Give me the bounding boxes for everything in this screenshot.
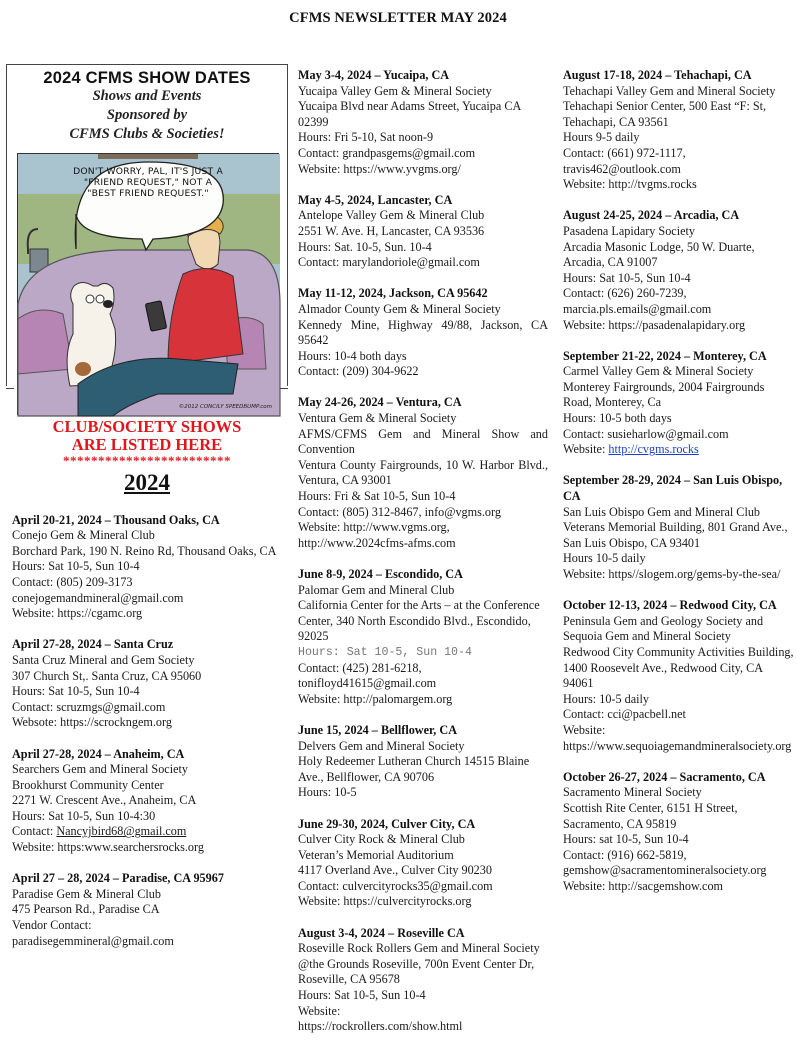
event-address: Arcadia Masonic Lodge, 50 W. Duarte, Arcadia, CA 91007 [563, 239, 755, 270]
event-title: June 29-30, 2024, Culver City, CA [298, 816, 476, 831]
middle-column [298, 68, 548, 1050]
event-club: Palomar Gem and Mineral Club [298, 582, 455, 597]
event-contact: Contact: (209) 304-9622 [298, 364, 419, 379]
event-website: Website: https://cgamc.org [12, 606, 143, 621]
event-address: 475 Pearson Rd., Paradise CA [12, 902, 160, 917]
event-title: September 28-29, 2024 – San Luis Obispo, CA [563, 473, 783, 504]
event-title: April 20-21, 2024 – Thousand Oaks, CA [12, 512, 220, 527]
event-club: Roseville Rock Rollers Gem and Mineral Society [298, 941, 540, 956]
event-listing [298, 286, 548, 380]
event-contact: Contact: culvercityrocks35@gmail.com [298, 878, 493, 893]
club-shows-banner [12, 418, 282, 467]
cartoon-image [17, 153, 279, 415]
event-listing [298, 723, 548, 801]
event-website: Website: http://palomargem.org [298, 691, 453, 706]
event-contact: Contact: (805) 312-8467, info@vgms.org [298, 504, 501, 519]
event-email: gemshow@sacramentomineralsociety.org [563, 863, 767, 878]
event-website-alt: http://www.2024cfms-afms.com [298, 535, 456, 550]
event-email: marcia.pls.emails@gmail.com [563, 301, 712, 316]
event-address: Tehachapi Senior Center, 500 East “F: St, Tehachapi, CA 93561 [563, 99, 767, 129]
event-title: May 24-26, 2024 – Ventura, CA [298, 395, 462, 410]
event-address: 2551 W. Ave. H, Lancaster, CA 93536 [298, 223, 485, 238]
event-contact-label: Vendor Contact: [12, 918, 92, 933]
box-corner-left [6, 379, 14, 389]
event-website: Website: https://pasadenalapidary.org [563, 317, 746, 332]
right-column [563, 68, 795, 910]
event-hours: Hours: 10-4 both days [298, 348, 407, 363]
event-address: Holy Redeemer Lutheran Church 14515 Blaine Ave., Bellflower, CA 90706 [298, 754, 530, 784]
event-contact: Contact: (661) 972-1117, [563, 145, 686, 160]
event-title: April 27-28, 2024 – Anaheim, CA [12, 746, 185, 761]
event-listing [12, 871, 280, 949]
left-column [12, 64, 280, 965]
cartoon-speech-bubble: DON'T WORRY, PAL, IT'S JUST A "FRIEND REQUEST," NOT A "BEST FRIEND REQUEST." [73, 166, 223, 199]
event-club: Searchers Gem and Mineral Society [12, 762, 188, 777]
event-hours: Hours: Sat 10-5, Sun 10-4 [12, 559, 140, 574]
event-club: Tehachapi Valley Gem and Mineral Society [563, 83, 776, 98]
website-label: Website: [563, 442, 609, 457]
cartoon-signature: ©2012 CONCILY SPEEDBUMP.com [178, 404, 272, 410]
event-club: Conejo Gem & Mineral Club [12, 528, 155, 543]
event-hours: Hours: Sat 10-5, Sun 10-4 [12, 684, 140, 699]
event-club: Yucaipa Valley Gem & Mineral Society [298, 83, 492, 98]
event-address: @the Grounds Roseville, 700n Event Center Dr, Roseville, CA 95678 [298, 956, 535, 987]
event-contact: Contact: cci@pacbell.net [563, 707, 686, 722]
event-hours: Hours: 10-5 both days [563, 411, 672, 426]
event-address: Scottish Rite Center, 6151 H Street, Sacramento, CA 95819 [563, 800, 738, 831]
event-listing [563, 208, 795, 333]
contact-label: Contact: [12, 824, 57, 839]
box-corner-right [280, 379, 288, 389]
event-hours: Hours: 10-5 [298, 785, 357, 800]
event-title: June 8-9, 2024 – Escondido, CA [298, 567, 463, 581]
event-listing [298, 926, 548, 1035]
event-website: https://www.sequoiagemandmineralsociety.org [563, 738, 792, 753]
event-address: California Center for the Arts – at the Conference Center, 340 North Escondido Blvd., Escondido, 92025 [298, 598, 540, 644]
event-email: tonifloyd41615@gmail.com [298, 676, 437, 691]
event-hours: Hours 10-5 daily [563, 551, 646, 566]
event-club: Sacramento Mineral Society [563, 785, 702, 800]
event-address: 307 Church St,. Santa Cruz, CA 95060 [12, 668, 202, 683]
show-dates-promo-box [6, 64, 288, 410]
star-divider: ************************ [63, 453, 231, 468]
event-address: 2271 W. Crescent Ave., Anaheim, CA [12, 793, 197, 808]
event-hours: Hours: Fri & Sat 10-5, Sun 10-4 [298, 489, 456, 504]
event-address: Redwood City Community Activities Building, 1400 Roosevelt Ave., Redwood City, CA 94061 [563, 644, 794, 691]
event-club: Almador County Gem & Mineral Society [298, 301, 501, 316]
event-title: September 21-22, 2024 – Monterey, CA [563, 348, 767, 363]
event-listing [563, 349, 795, 458]
event-website: https://rockrollers.com/show.html [298, 1019, 463, 1034]
event-address: Borchard Park, 190 N. Reino Rd, Thousand Oaks, CA [12, 543, 277, 558]
promo-subtitle-1: Shows and Events [92, 87, 202, 104]
event-club: Ventura Gem & Mineral Society [298, 411, 457, 426]
event-listing [298, 567, 548, 707]
event-contact: Contact: (626) 260-7239, [563, 286, 687, 301]
event-listing [298, 68, 548, 177]
event-contact: Contact: (805) 209-3173 [12, 574, 133, 589]
event-website-label: Website: [298, 1003, 341, 1018]
event-title: April 27-28, 2024 – Santa Cruz [12, 637, 174, 652]
event-title: April 27 – 28, 2024 – Paradise, CA 95967 [12, 871, 224, 886]
event-hours: Hours: Sat 10-5, Sun 10-4 [298, 988, 426, 1003]
event-listing [12, 513, 280, 622]
event-address: 4117 Overland Ave., Culver City 90230 [298, 863, 492, 878]
event-club: San Luis Obispo Gem and Mineral Club [563, 504, 761, 519]
event-title: October 12-13, 2024 – Redwood City, CA [563, 598, 777, 613]
event-title: June 15, 2024 – Bellflower, CA [298, 722, 457, 737]
event-listing [298, 817, 548, 911]
event-hours: Hours: sat 10-5, Sun 10-4 [563, 832, 689, 847]
event-website [563, 442, 795, 458]
event-website: Website: https://www.yvgms.org/ [298, 161, 461, 176]
event-website: Website: https:www.searchersrocks.org [12, 840, 204, 855]
event-address: Veterans Memorial Building, 801 Grand Ave., San Luis Obispo, CA 93401 [563, 520, 788, 550]
event-email: paradisegemmineral@gmail.com [12, 933, 174, 948]
website-link[interactable]: http://cvgms.rocks [608, 442, 699, 457]
event-hours: Hours: Fri 5-10, Sat noon-9 [298, 130, 434, 145]
year-heading: 2024 [124, 470, 170, 495]
event-address: Ventura County Fairgrounds, 10 W. Harbor Blvd., Ventura, CA 93001 [298, 457, 548, 488]
event-title: May 4-5, 2024, Lancaster, CA [298, 192, 453, 207]
event-hours: Hours 9-5 daily [563, 130, 640, 145]
event-listing [298, 193, 548, 271]
event-listing [563, 598, 795, 754]
event-listing [563, 68, 795, 193]
event-hours: Hours: Sat. 10-5, Sun. 10-4 [298, 239, 432, 254]
event-hours: Hours: Sat 10-5, Sun 10-4 [298, 645, 472, 659]
event-title: August 3-4, 2024 – Roseville CA [298, 925, 465, 940]
event-address: Yucaipa Blvd near Adams Street, Yucaipa CA 02399 [298, 99, 521, 129]
event-title: August 24-25, 2024 – Arcadia, CA [563, 208, 740, 223]
event-contact: Contact: grandpasgems@gmail.com [298, 145, 476, 160]
club-shows-line-2: ARE LISTED HERE [71, 435, 223, 454]
event-contact: Contact: scruzmgs@gmail.com [12, 699, 166, 714]
event-contact: Contact: (916) 662-5819, [563, 847, 687, 862]
event-website: Website: https//slogem.org/gems-by-the-sea/ [563, 567, 781, 581]
event-address: Monterey Fairgrounds, 2004 Fairgrounds Road, Monterey, Ca [563, 379, 765, 410]
event-listing [563, 770, 795, 895]
promo-subtitle-3: CFMS Clubs & Societies! [69, 125, 225, 142]
promo-subtitle-2: Sponsored by [106, 106, 188, 123]
event-contact: Contact: marylandoriole@gmail.com [298, 255, 480, 270]
event-club: Delvers Gem and Mineral Society [298, 738, 465, 753]
event-hours: Hours: Sat 10-5, Sun 10-4:30 [12, 808, 156, 823]
event-website-label: Website: [563, 722, 606, 737]
event-title: August 17-18, 2024 – Tehachapi, CA [563, 68, 752, 82]
event-contact: Contact: susieharlow@gmail.com [563, 426, 729, 441]
event-website: Websote: https://scrockngem.org [12, 715, 172, 730]
event-website: Website: http://www.vgms.org, [298, 520, 450, 535]
event-club: Carmel Valley Gem & Mineral Society [563, 364, 754, 379]
event-listing [12, 637, 280, 731]
event-club: Paradise Gem & Mineral Club [12, 886, 161, 901]
event-title: May 3-4, 2024 – Yucaipa, CA [298, 68, 450, 82]
event-listing [563, 473, 795, 582]
event-venue: Brookhurst Community Center [12, 777, 164, 792]
newsletter-title: CFMS NEWSLETTER MAY 2024 [289, 10, 507, 26]
event-listing [12, 747, 280, 856]
event-website: Website: https://culvercityrocks.org [298, 894, 472, 909]
event-title: May 11-12, 2024, Jackson, CA 95642 [298, 286, 488, 301]
event-club: Antelope Valley Gem & Mineral Club [298, 208, 485, 223]
event-contact [12, 824, 280, 840]
event-club: Pasadena Lapidary Society [563, 223, 695, 238]
promo-heading: 2024 CFMS SHOW DATES [43, 69, 251, 87]
event-address: Kennedy Mine, Highway 49/88, Jackson, CA 95642 [298, 317, 548, 348]
event-email: travis462@outlook.com [563, 161, 681, 176]
event-email: conejogemandmineral@gmail.com [12, 590, 184, 605]
contact-email-link[interactable]: Nancyjbird68@gmail.com [56, 824, 187, 839]
event-hours: Hours: 10-5 daily [563, 691, 649, 706]
event-contact: Contact: (425) 281-6218, [298, 660, 422, 675]
event-venue: Veteran’s Memorial Auditorium [298, 847, 454, 862]
event-club: Peninsula Gem and Geology Society and Sequoia Gem and Mineral Society [563, 613, 764, 644]
event-show-name: AFMS/CFMS Gem and Mineral Show and Convention [298, 426, 548, 457]
event-title: October 26-27, 2024 – Sacramento, CA [563, 769, 766, 784]
event-hours: Hours: Sat 10-5, Sun 10-4 [563, 270, 691, 285]
event-club: Santa Cruz Mineral and Gem Society [12, 652, 195, 667]
event-website: Website: http://sacgemshow.com [563, 878, 724, 893]
club-shows-line-1: CLUB/SOCIETY SHOWS [52, 417, 242, 436]
event-club: Culver City Rock & Mineral Club [298, 832, 465, 847]
event-listing [298, 395, 548, 551]
event-website: Website: http://tvgms.rocks [563, 177, 697, 192]
